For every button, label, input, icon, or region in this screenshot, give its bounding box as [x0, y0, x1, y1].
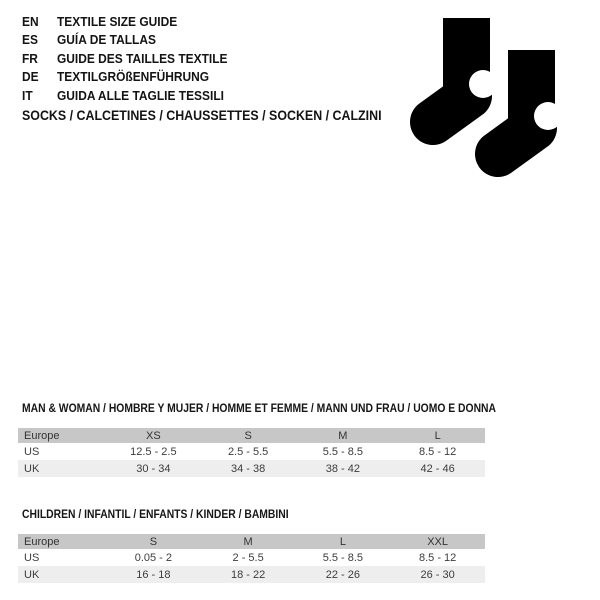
size-value: 8.5 - 12: [390, 549, 485, 566]
size-value: 18 - 22: [201, 566, 296, 583]
column-header: M: [201, 534, 296, 549]
size-value: 0.05 - 2: [106, 549, 201, 566]
language-list: [22, 13, 245, 105]
region-label: US: [18, 443, 106, 460]
size-table-adult: [18, 428, 485, 477]
size-value: 16 - 18: [106, 566, 201, 583]
size-value: 34 - 38: [201, 460, 296, 477]
table-header-row: [18, 428, 485, 443]
column-header: XXL: [390, 534, 485, 549]
column-header: M: [296, 428, 391, 443]
language-code: FR: [22, 50, 38, 66]
size-table-section-adult: [18, 402, 496, 477]
language-row: [22, 87, 228, 105]
size-value: 2 - 5.5: [201, 549, 296, 566]
language-title: GUÍA DE TALLAS: [56, 32, 156, 48]
size-value: 8.5 - 12: [390, 443, 485, 460]
language-title: TEXTILE SIZE GUIDE: [56, 14, 178, 29]
column-header: Europe: [18, 534, 106, 549]
language-code: ES: [22, 32, 38, 48]
size-table-section-children: [18, 508, 485, 583]
language-row: [22, 50, 228, 68]
size-value: 5.5 - 8.5: [296, 549, 391, 566]
region-label: UK: [18, 566, 106, 583]
size-value: 38 - 42: [296, 460, 391, 477]
table-title: MAN & WOMAN / HOMBRE Y MUJER / HOMME ET FEMME / MANN UND FRAU / UOMO E DONNA: [22, 403, 496, 415]
table-title: CHILDREN / INFANTIL / ENFANTS / KINDER / BAMBINI: [22, 509, 289, 521]
size-value: 5.5 - 8.5: [296, 443, 391, 460]
language-title: TEXTILGRÖßENFÜHRUNG: [56, 69, 210, 85]
region-label: US: [18, 549, 106, 566]
table-row: [18, 443, 485, 460]
language-code: DE: [22, 69, 39, 85]
column-header: XS: [106, 428, 201, 443]
size-value: 22 - 26: [296, 566, 391, 583]
size-value: 2.5 - 5.5: [201, 443, 296, 460]
size-value: 12.5 - 2.5: [106, 443, 201, 460]
table-row: [18, 460, 485, 477]
size-value: 26 - 30: [390, 566, 485, 583]
language-title: GUIDA ALLE TAGLIE TESSILI: [56, 87, 224, 103]
region-label: UK: [18, 460, 106, 477]
column-header: Europe: [18, 428, 106, 443]
size-table-children: [18, 534, 485, 583]
table-row: [18, 566, 485, 583]
table-header-row: [18, 534, 485, 549]
language-code: EN: [22, 14, 39, 29]
language-title: GUIDE DES TAILLES TEXTILE: [56, 50, 228, 66]
language-row: [22, 31, 228, 49]
language-code: IT: [22, 87, 33, 103]
socks-icon: [403, 14, 563, 182]
column-header: S: [106, 534, 201, 549]
table-row: [18, 549, 485, 566]
size-value: 42 - 46: [390, 460, 485, 477]
size-value: 30 - 34: [106, 460, 201, 477]
category-heading: SOCKS / CALCETINES / CHAUSSETTES / SOCKEN / CALZINI: [22, 108, 382, 123]
language-row: [22, 13, 228, 31]
column-header: S: [201, 428, 296, 443]
column-header: L: [296, 534, 391, 549]
language-row: [22, 68, 228, 86]
column-header: L: [390, 428, 485, 443]
